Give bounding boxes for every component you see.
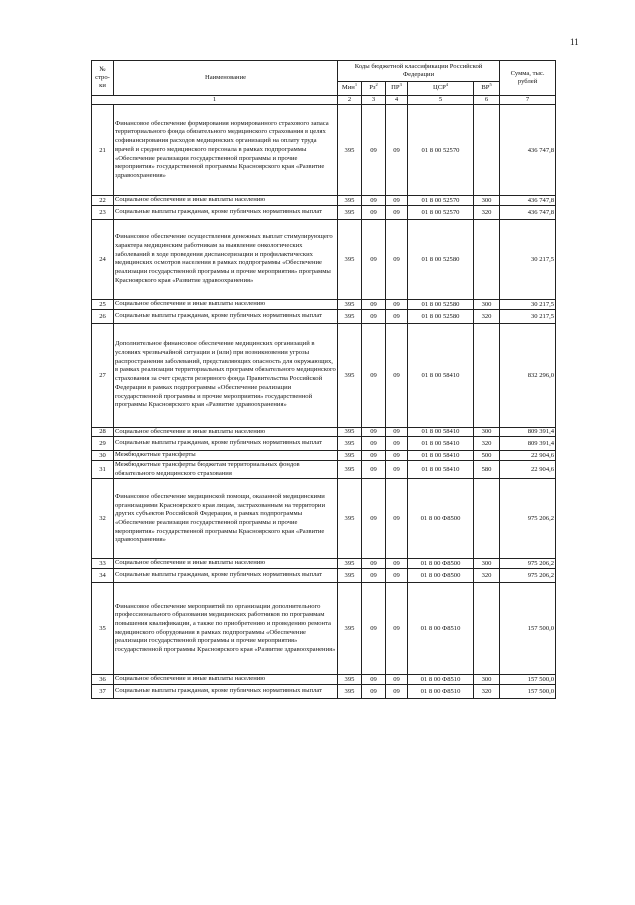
row-vr (474, 105, 500, 196)
row-min: 395 (338, 205, 362, 219)
row-number: 28 (92, 427, 114, 437)
row-csr: 01 8 00 Ф8510 (408, 675, 474, 685)
row-vr: 580 (474, 461, 500, 479)
row-rz: 09 (362, 427, 386, 437)
row-pr: 09 (386, 569, 408, 583)
table-row (92, 451, 556, 461)
row-rz: 09 (362, 309, 386, 323)
row-number: 30 (92, 451, 114, 461)
header-row-top (92, 61, 556, 82)
row-pr: 09 (386, 684, 408, 698)
row-pr: 09 (386, 299, 408, 309)
row-number: 25 (92, 299, 114, 309)
row-name: Межбюджетные трансферты бюджетам территориальных фондов обязательного медицинского страхования (114, 461, 338, 479)
table-row (92, 105, 556, 196)
row-sum: 22 904,6 (500, 451, 556, 461)
row-number: 23 (92, 205, 114, 219)
row-min: 395 (338, 684, 362, 698)
row-pr: 09 (386, 219, 408, 299)
table-row (92, 569, 556, 583)
row-min: 395 (338, 569, 362, 583)
row-sum: 975 206,2 (500, 569, 556, 583)
row-sum: 975 206,2 (500, 559, 556, 569)
row-csr: 01 8 00 52580 (408, 219, 474, 299)
budget-table (91, 60, 556, 699)
row-number: 31 (92, 461, 114, 479)
row-rz: 09 (362, 437, 386, 451)
row-min: 395 (338, 309, 362, 323)
row-number: 22 (92, 196, 114, 206)
row-sum: 436 747,8 (500, 205, 556, 219)
table-row (92, 205, 556, 219)
header-name: Наименование (114, 61, 338, 96)
row-number: 26 (92, 309, 114, 323)
row-vr: 300 (474, 427, 500, 437)
table-row (92, 196, 556, 206)
row-vr (474, 323, 500, 427)
row-name: Социальное обеспечение и иные выплаты населению (114, 427, 338, 437)
column-number-5: 5 (408, 96, 474, 105)
header-min: Мин$^1$ (338, 82, 362, 96)
row-name: Финансовое обеспечение формирования нормированного страхового запаса территориального фонда обязательного медицинского страхования в целях софинансирования расходов медицинских организаций на оплату труда врачей и среднего медицинского персонала в рамках подпрограммы «Обеспечение реализации государственной программы и прочие мероприятия» государственной программы Красноярского края «Развитие здравоохранения» (114, 105, 338, 196)
column-number-3: 3 (362, 96, 386, 105)
row-rz: 09 (362, 451, 386, 461)
column-number-1: 1 (92, 96, 338, 105)
table-row (92, 437, 556, 451)
row-sum: 30 217,5 (500, 299, 556, 309)
row-rz: 09 (362, 461, 386, 479)
header-csr: ЦСР$^4$ (408, 82, 474, 96)
row-min: 395 (338, 479, 362, 559)
header-vr: $ВР^5$ (474, 82, 500, 96)
row-sum: 22 904,6 (500, 461, 556, 479)
table-row (92, 583, 556, 675)
column-number-6: 6 (474, 96, 500, 105)
header-row-no: № стро-ки (92, 61, 114, 96)
row-csr: 01 8 00 Ф8500 (408, 569, 474, 583)
row-sum: 832 296,0 (500, 323, 556, 427)
column-number-2: 2 (338, 96, 362, 105)
row-sum: 436 747,8 (500, 105, 556, 196)
row-min: 395 (338, 219, 362, 299)
row-vr: 320 (474, 569, 500, 583)
row-pr: 09 (386, 309, 408, 323)
row-min: 395 (338, 105, 362, 196)
row-vr: 320 (474, 205, 500, 219)
row-name: Финансовое обеспечение мероприятий по организации дополнительного профессионального образования медицинских работников по программам повышения квалификации, а также по приобретению и проведению ремонта медицинского оборудования в рамках подпрограммы «Обеспечение реализации государственной программы и прочие мероприятия» государственной программы Красноярского края «Развитие здравоохранения» (114, 583, 338, 675)
row-min: 395 (338, 675, 362, 685)
row-pr: 09 (386, 105, 408, 196)
row-sum: 157 500,0 (500, 675, 556, 685)
row-min: 395 (338, 196, 362, 206)
row-number: 27 (92, 323, 114, 427)
row-number: 21 (92, 105, 114, 196)
table-row (92, 675, 556, 685)
row-sum: 30 217,5 (500, 309, 556, 323)
row-vr: 300 (474, 559, 500, 569)
row-sum: 30 217,5 (500, 219, 556, 299)
row-vr: 300 (474, 196, 500, 206)
row-vr (474, 583, 500, 675)
row-number: 29 (92, 437, 114, 451)
row-name: Дополнительное финансовое обеспечение медицинских организаций в условиях чрезвычайной ситуации и (или) при возникновении угрозы распространения заболеваний, представляющих опасность для окружающих, в рамках реализации территориальных программ обязательного медицинского страхования за счет средств резервного фонда Правительства Российской Федерации в рамках подпрограммы «Обеспечение реализации государственной программы и прочие мероприятия» государственной программы Красноярского края «Развитие здравоохранения» (114, 323, 338, 427)
row-csr: 01 8 00 52570 (408, 205, 474, 219)
row-pr: 09 (386, 196, 408, 206)
table-row (92, 479, 556, 559)
row-rz: 09 (362, 583, 386, 675)
row-min: 395 (338, 437, 362, 451)
row-vr: 320 (474, 309, 500, 323)
row-csr: 01 8 00 58410 (408, 437, 474, 451)
row-vr: 320 (474, 437, 500, 451)
row-rz: 09 (362, 675, 386, 685)
row-min: 395 (338, 451, 362, 461)
header-rz: $Рз^2$ (362, 82, 386, 96)
table-row (92, 684, 556, 698)
row-number: 37 (92, 684, 114, 698)
table-row (92, 323, 556, 427)
row-name: Финансовое обеспечение осуществления денежных выплат стимулирующего характера медицинским работникам за выявление онкологических заболеваний в ходе проведения диспансеризации и профилактических медицинских осмотров населения в рамках подпрограммы «Обеспечение реализации государственной программы и прочие мероприятия» программы Красноярского края «Развитие здравоохранения» (114, 219, 338, 299)
row-csr: 01 8 00 52570 (408, 105, 474, 196)
table-row (92, 461, 556, 479)
row-name: Межбюджетные трансферты (114, 451, 338, 461)
row-csr: 01 8 00 52570 (408, 196, 474, 206)
row-csr: 01 8 00 58410 (408, 451, 474, 461)
row-name: Социальное обеспечение и иные выплаты населению (114, 675, 338, 685)
row-name: Социальные выплаты гражданам, кроме публичных нормативных выплат (114, 205, 338, 219)
row-name: Социальное обеспечение и иные выплаты населению (114, 196, 338, 206)
row-pr: 09 (386, 323, 408, 427)
row-number: 24 (92, 219, 114, 299)
row-csr: 01 8 00 52580 (408, 309, 474, 323)
row-vr (474, 219, 500, 299)
row-pr: 09 (386, 479, 408, 559)
header-sum: Сумма, тыс. рублей (500, 61, 556, 96)
table-row (92, 299, 556, 309)
row-pr: 09 (386, 437, 408, 451)
row-sum: 157 500,0 (500, 684, 556, 698)
table-row (92, 427, 556, 437)
row-min: 395 (338, 461, 362, 479)
row-min: 395 (338, 323, 362, 427)
row-pr: 09 (386, 451, 408, 461)
row-vr (474, 479, 500, 559)
row-name: Социальные выплаты гражданам, кроме публичных нормативных выплат (114, 569, 338, 583)
row-rz: 09 (362, 105, 386, 196)
table-row (92, 219, 556, 299)
row-number: 34 (92, 569, 114, 583)
row-rz: 09 (362, 479, 386, 559)
row-vr: 300 (474, 299, 500, 309)
header-codes-group: Коды бюджетной классификации Российской Федерации (338, 61, 500, 82)
row-vr: 320 (474, 684, 500, 698)
row-pr: 09 (386, 461, 408, 479)
row-number: 36 (92, 675, 114, 685)
row-name: Социальное обеспечение и иные выплаты населению (114, 299, 338, 309)
row-csr: 01 8 00 52580 (408, 299, 474, 309)
row-min: 395 (338, 559, 362, 569)
row-pr: 09 (386, 205, 408, 219)
row-csr: 01 8 00 Ф8510 (408, 583, 474, 675)
row-name: Социальное обеспечение и иные выплаты населению (114, 559, 338, 569)
table-row (92, 559, 556, 569)
header-pr: $ПР^3$ (386, 82, 408, 96)
row-vr: 500 (474, 451, 500, 461)
table-body (92, 105, 556, 699)
row-sum: 809 391,4 (500, 427, 556, 437)
row-number: 33 (92, 559, 114, 569)
row-pr: 09 (386, 559, 408, 569)
row-min: 395 (338, 583, 362, 675)
row-name: Социальные выплаты гражданам, кроме публичных нормативных выплат (114, 684, 338, 698)
row-csr: 01 8 00 58410 (408, 427, 474, 437)
row-rz: 09 (362, 219, 386, 299)
row-csr: 01 8 00 Ф8500 (408, 559, 474, 569)
row-sum: 436 747,8 (500, 196, 556, 206)
row-rz: 09 (362, 323, 386, 427)
row-rz: 09 (362, 205, 386, 219)
row-name: Финансовое обеспечение медицинской помощи, оказанной медицинскими организациями Красноярского края лицам, застрахованным на территории других субъектов Российской Федерации, в рамках подпрограммы «Обеспечение реализации государственной программы и прочие мероприятия» государственной программы Красноярского края «Развитие здравоохранения» (114, 479, 338, 559)
row-csr: 01 8 00 Ф8510 (408, 684, 474, 698)
row-rz: 09 (362, 684, 386, 698)
row-csr: 01 8 00 Ф8500 (408, 479, 474, 559)
row-sum: 157 500,0 (500, 583, 556, 675)
row-number: 32 (92, 479, 114, 559)
row-name: Социальные выплаты гражданам, кроме публичных нормативных выплат (114, 309, 338, 323)
row-csr: 01 8 00 58410 (408, 461, 474, 479)
column-number-7: 7 (500, 96, 556, 105)
column-number-row (92, 96, 556, 105)
row-pr: 09 (386, 583, 408, 675)
row-csr: 01 8 00 58410 (408, 323, 474, 427)
page-number: 11 (570, 37, 579, 47)
row-pr: 09 (386, 427, 408, 437)
row-vr: 300 (474, 675, 500, 685)
row-min: 395 (338, 427, 362, 437)
row-pr: 09 (386, 675, 408, 685)
row-rz: 09 (362, 299, 386, 309)
row-min: 395 (338, 299, 362, 309)
row-number: 35 (92, 583, 114, 675)
row-rz: 09 (362, 559, 386, 569)
table-row (92, 309, 556, 323)
row-rz: 09 (362, 196, 386, 206)
row-name: Социальные выплаты гражданам, кроме публичных нормативных выплат (114, 437, 338, 451)
row-sum: 975 206,2 (500, 479, 556, 559)
row-rz: 09 (362, 569, 386, 583)
column-number-4: 4 (386, 96, 408, 105)
row-sum: 809 391,4 (500, 437, 556, 451)
